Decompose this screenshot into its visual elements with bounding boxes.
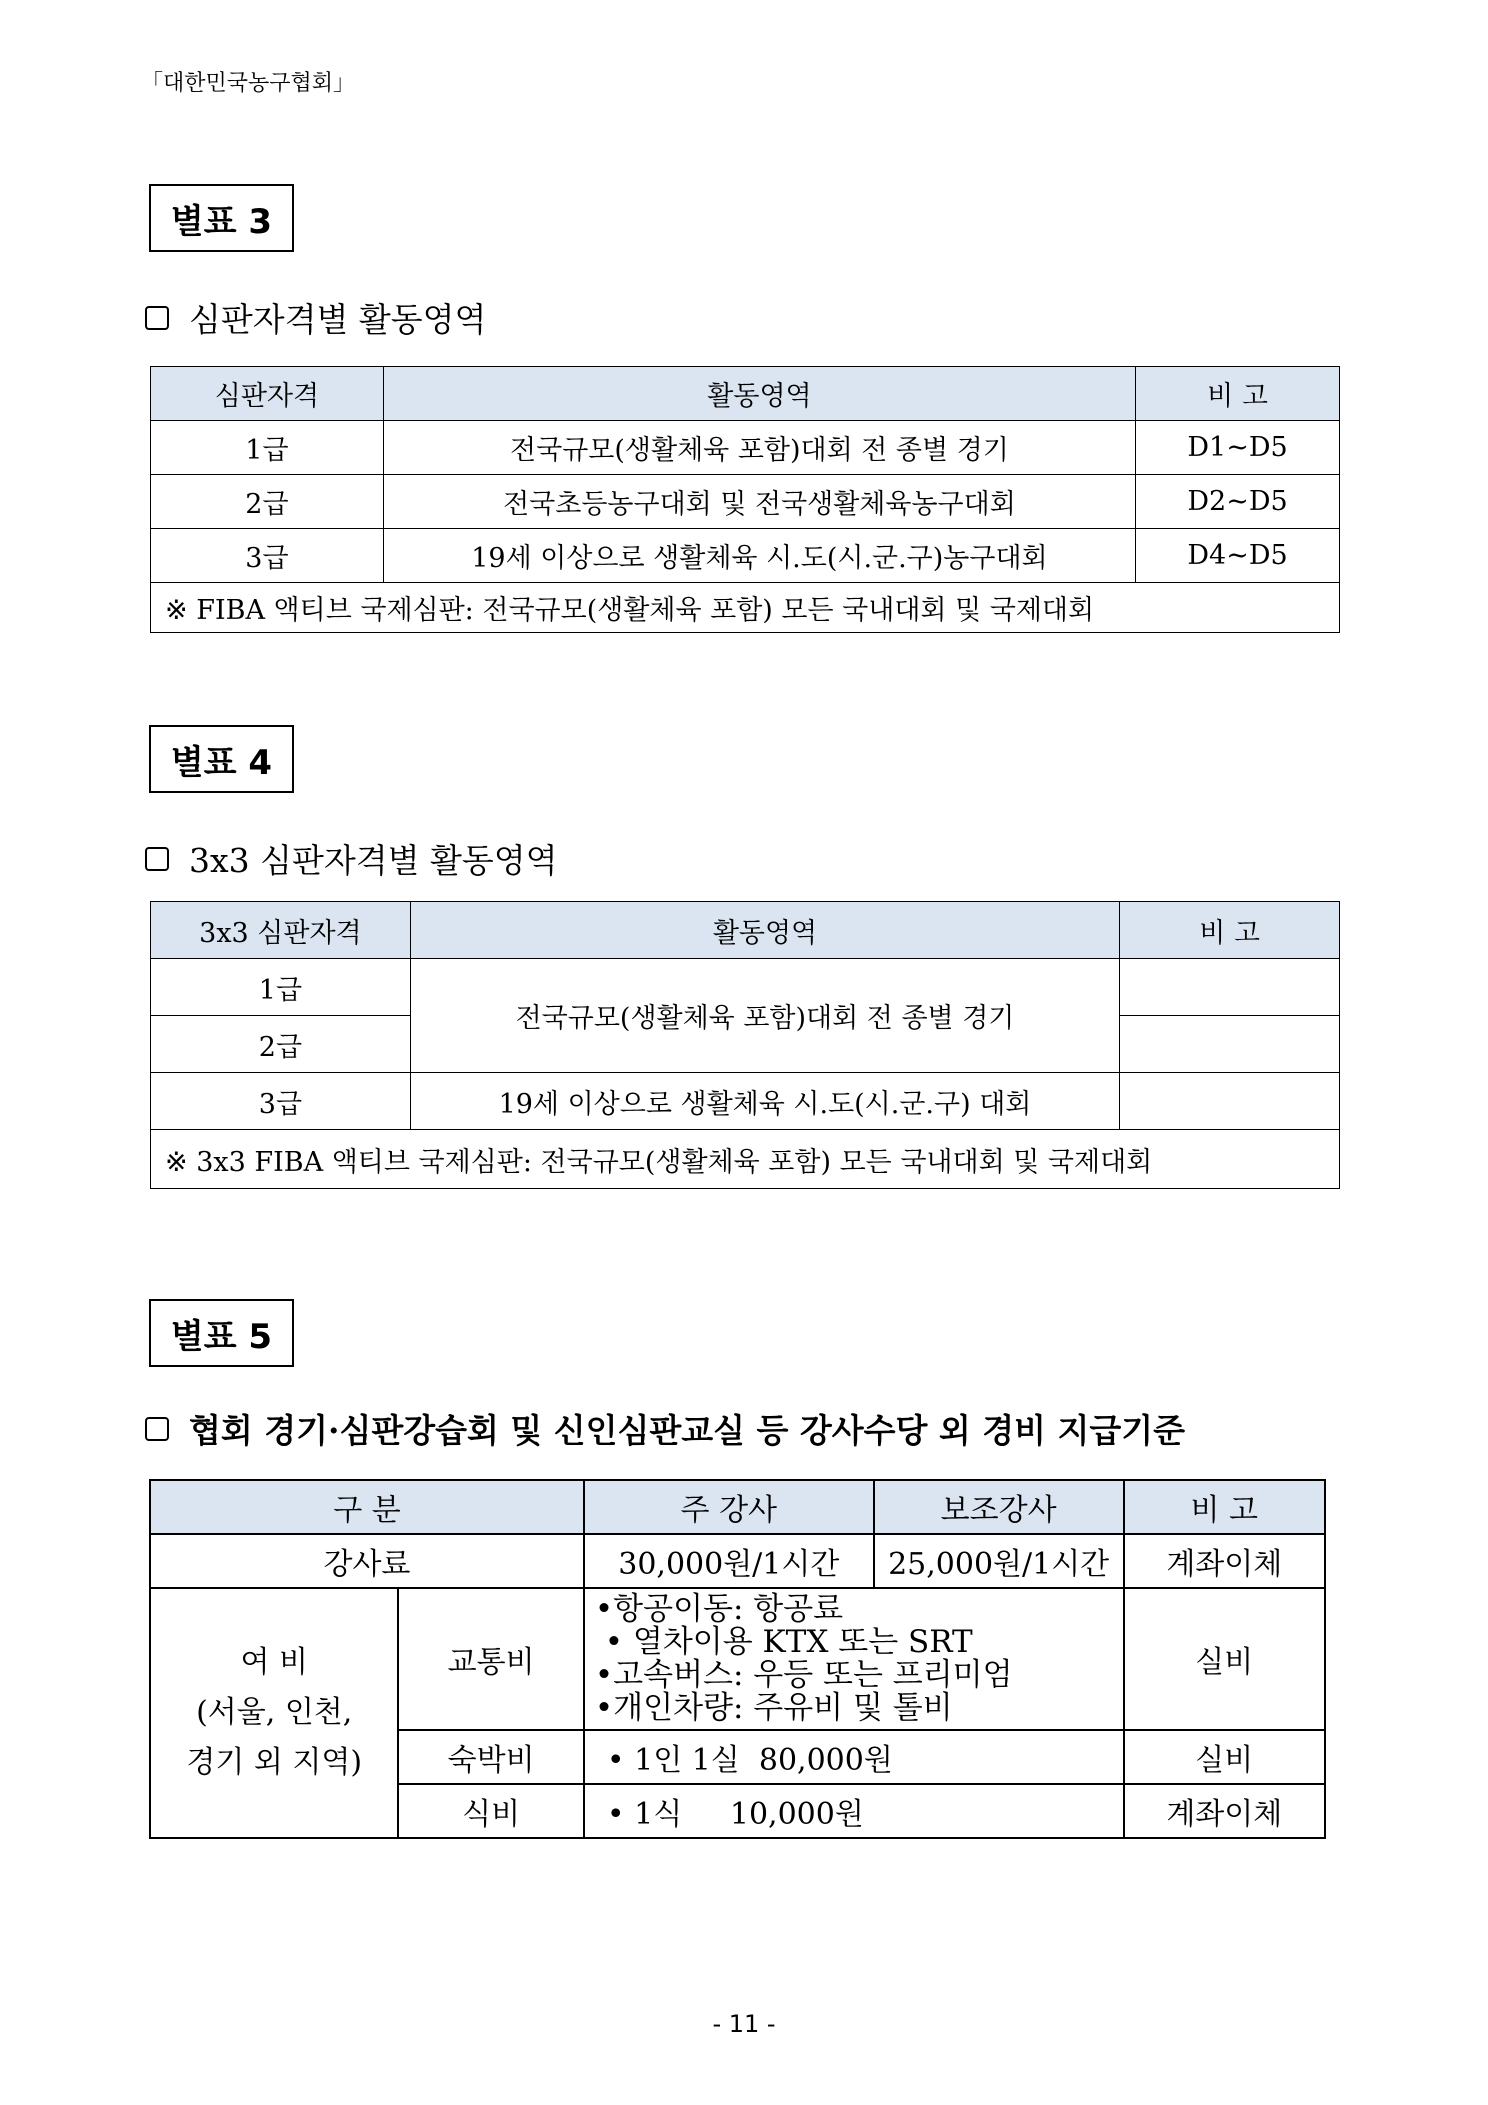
table-cell: 전국규모(생활체육 포함)대회 전 종별 경기 [383,421,1135,475]
header-cell: 비 고 [1136,367,1340,421]
annex-5-table [149,1479,1326,1839]
table-cell: D2~D5 [1136,475,1340,529]
annex-4-title-text: 3x3 심판자격별 활동영역 [189,841,558,880]
table-header-row [151,902,1340,959]
header-cell: 비 고 [1124,1480,1325,1534]
annex-3-tag: 별표 3 [149,184,294,252]
annex-3-table [150,366,1340,633]
fee-label-cell: 강사료 [150,1534,584,1588]
table-cell: 1급 [151,959,411,1016]
table-cell: D4~D5 [1136,529,1340,583]
checkbox-icon [145,306,169,330]
annex-5-title-text: 협회 경기·심판강습회 및 신인심판교실 등 강사수당 외 경비 지급기준 [189,1411,1185,1450]
table-cell [1120,1016,1340,1073]
checkbox-icon [145,1417,169,1441]
header-cell: 심판자격 [151,367,384,421]
table-row [151,529,1340,583]
fee-assist-cell: 25,000원/1시간 [874,1534,1124,1588]
annex-4-title [145,835,557,882]
meal-content-cell: • 1식 10,000원 [584,1784,1124,1838]
meal-label-cell: 식비 [398,1784,583,1838]
table-cell: 2급 [151,475,384,529]
table-cell [1120,959,1340,1016]
table-cell: 전국초등농구대회 및 전국생활체육농구대회 [383,475,1135,529]
transport-line: •고속버스: 우등 또는 프리미엄 [594,1657,1013,1693]
fee-main-cell: 30,000원/1시간 [584,1534,874,1588]
table-cell: 3급 [151,1073,411,1130]
annex-3-title-text: 심판자격별 활동영역 [189,300,487,339]
table-cell: 19세 이상으로 생활체육 시.도(시.군.구)농구대회 [383,529,1135,583]
table-header-row [150,1480,1325,1534]
table-cell: D1~D5 [1136,421,1340,475]
document-header: 「대한민국농구협회」 [141,71,356,96]
header-cell: 3x3 심판자격 [151,902,411,959]
annex-4-table [150,901,1340,1189]
transport-label-cell: 교통비 [398,1588,583,1730]
table-row [151,475,1340,529]
expense-label-line: 여 비 [240,1645,308,1680]
transport-line: •항공이동: 항공료 [594,1591,844,1627]
table-cell: 3급 [151,529,384,583]
table-row [150,1588,1325,1730]
page-number: - 11 - [712,2010,776,2038]
lodging-label-cell: 숙박비 [398,1730,583,1784]
meal-note-cell: 계좌이체 [1124,1784,1325,1838]
note-cell: ※ FIBA 액티브 국제심판: 전국규모(생활체육 포함) 모든 국내대회 및 국제대회 [151,583,1340,633]
table-row [151,1073,1340,1130]
note-row [151,1130,1340,1189]
note-cell: ※ 3x3 FIBA 액티브 국제심판: 전국규모(생활체육 포함) 모든 국내대회 및 국제대회 [151,1130,1340,1189]
header-cell: 주 강사 [584,1480,874,1534]
annex-4-tag: 별표 4 [149,725,294,793]
table-cell: 1급 [151,421,384,475]
lodging-content-cell: • 1인 1실 80,000원 [584,1730,1124,1784]
header-cell: 활동영역 [410,902,1119,959]
expense-label-cell [150,1588,398,1838]
table-cell: 전국규모(생활체육 포함)대회 전 종별 경기 [410,959,1119,1073]
annex-3-title [145,294,486,341]
transport-line: • 열차이용 KTX 또는 SRT [594,1624,973,1660]
expense-label-line: (서울, 인천, [196,1695,353,1730]
header-cell: 활동영역 [383,367,1135,421]
header-cell: 구 분 [150,1480,584,1534]
table-header-row [151,367,1340,421]
table-row [150,1534,1325,1588]
table-cell: 2급 [151,1016,411,1073]
note-row [151,583,1340,633]
annex-5-tag: 별표 5 [149,1299,294,1367]
transport-content-cell [584,1588,1124,1730]
annex-5-title [145,1405,1185,1452]
table-row [151,959,1340,1016]
transport-line: •개인차량: 주유비 및 톨비 [594,1690,953,1726]
checkbox-icon [145,847,169,871]
expense-label-line: 경기 외 지역) [186,1745,363,1780]
header-cell: 비 고 [1120,902,1340,959]
fee-note-cell: 계좌이체 [1124,1534,1325,1588]
table-cell [1120,1073,1340,1130]
lodging-note-cell: 실비 [1124,1730,1325,1784]
header-cell: 보조강사 [874,1480,1124,1534]
table-cell: 19세 이상으로 생활체육 시.도(시.군.구) 대회 [410,1073,1119,1130]
transport-note-cell: 실비 [1124,1588,1325,1730]
table-row [151,421,1340,475]
